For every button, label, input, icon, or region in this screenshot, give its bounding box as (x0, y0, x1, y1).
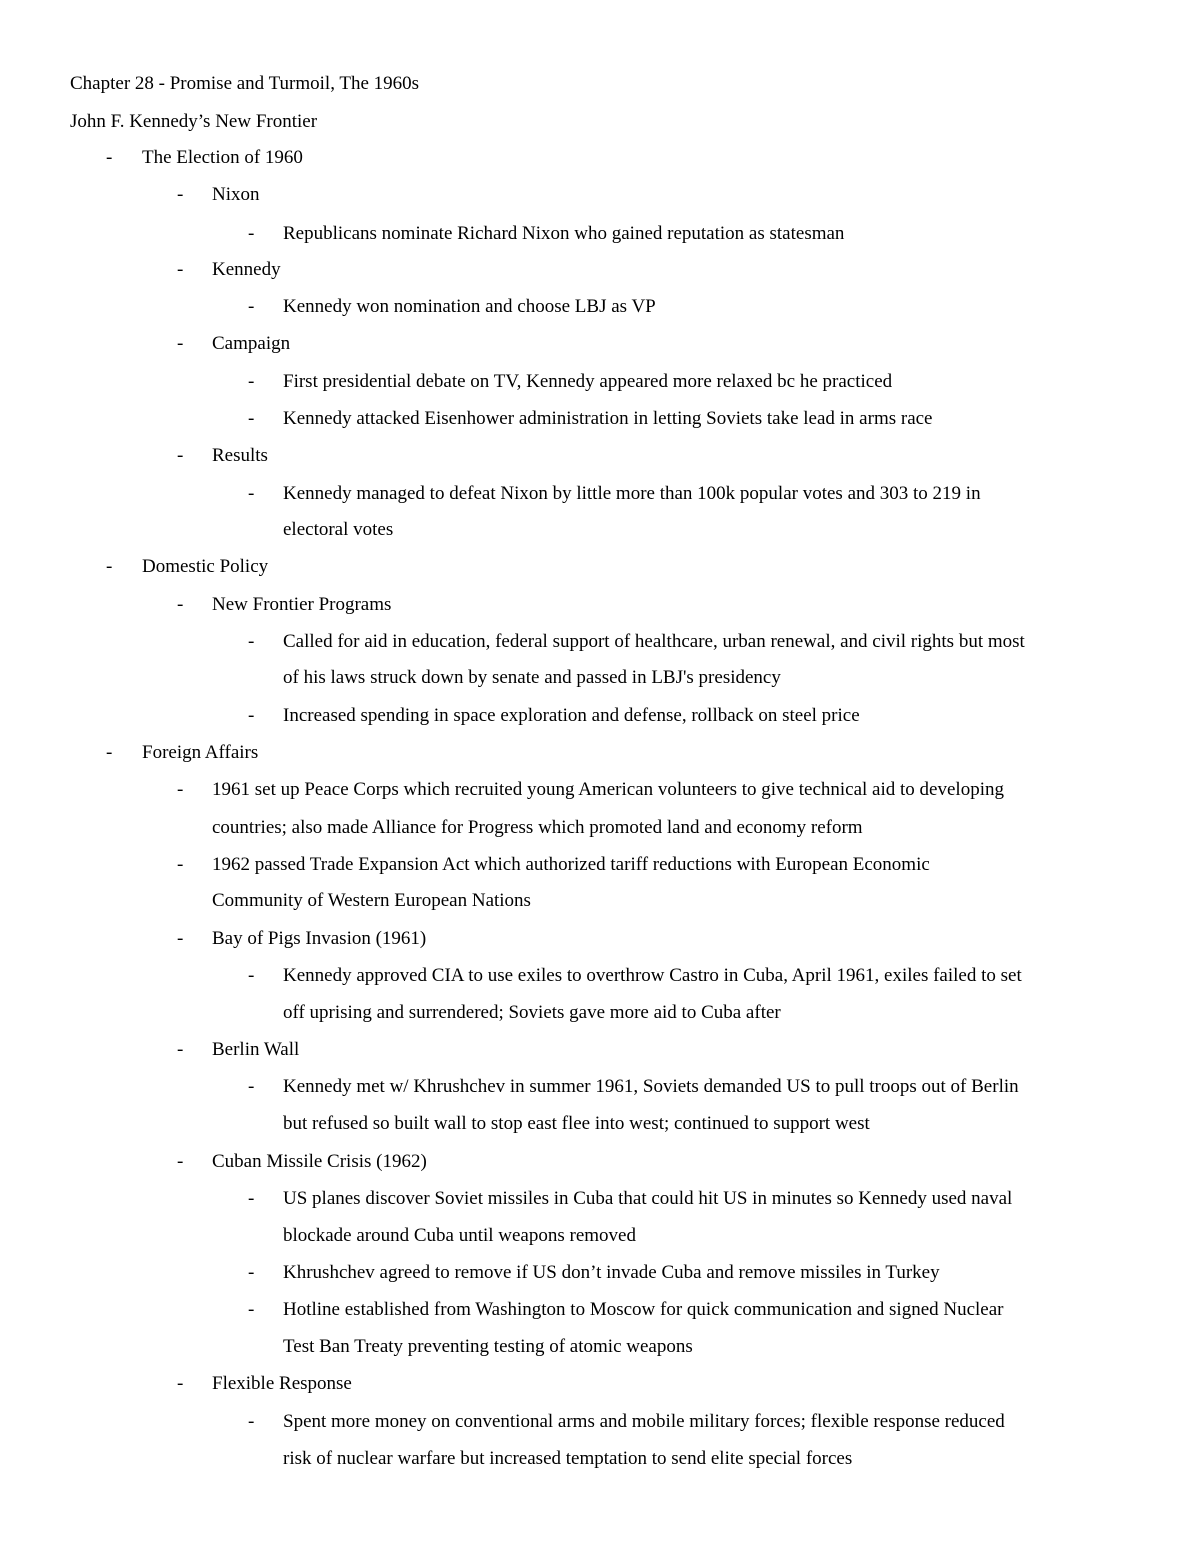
outline-item-level3: Spent more money on conventional arms and mobile military forces; flexible response reduced (283, 1411, 1005, 1432)
bullet-dash: - (177, 333, 184, 354)
outline-item-level3: Kennedy won nomination and choose LBJ as VP (283, 296, 656, 317)
bullet-dash: - (177, 594, 184, 615)
outline-item-level3: Kennedy attacked Eisenhower administration in letting Soviets take lead in arms race (283, 408, 933, 429)
bullet-dash: - (177, 1151, 184, 1172)
bullet-dash: - (248, 296, 255, 317)
bullet-dash: - (248, 705, 255, 726)
outline-item-level3: US planes discover Soviet missiles in Cuba that could hit US in minutes so Kennedy used naval (283, 1188, 1013, 1209)
outline-item-continuation: electoral votes (283, 519, 394, 540)
bullet-dash: - (106, 556, 113, 577)
outline-item-level2: Flexible Response (212, 1373, 352, 1394)
bullet-dash: - (248, 223, 255, 244)
bullet-dash: - (248, 965, 255, 986)
bullet-dash: - (248, 1411, 255, 1432)
outline-item-level3: Kennedy approved CIA to use exiles to overthrow Castro in Cuba, April 1961, exiles failed to set (283, 965, 1022, 986)
bullet-dash: - (248, 371, 255, 392)
outline-item-level2: Results (212, 445, 268, 466)
bullet-dash: - (248, 1262, 255, 1283)
outline-item-level2: Kennedy (212, 259, 281, 280)
outline-item-level2: 1962 passed Trade Expansion Act which authorized tariff reductions with European Economic (212, 854, 930, 875)
bullet-dash: - (177, 259, 184, 280)
outline-item-continuation: Community of Western European Nations (212, 890, 531, 911)
outline-item-level3: Kennedy managed to defeat Nixon by little more than 100k popular votes and 303 to 219 in (283, 483, 981, 504)
bullet-dash: - (248, 408, 255, 429)
bullet-dash: - (177, 779, 184, 800)
outline-item-level2: Bay of Pigs Invasion (1961) (212, 928, 427, 949)
outline-item-level3: Hotline established from Washington to Moscow for quick communication and signed Nuclear (283, 1299, 1004, 1320)
bullet-dash: - (177, 854, 184, 875)
outline-item-continuation: Test Ban Treaty preventing testing of atomic weapons (283, 1336, 693, 1357)
bullet-dash: - (248, 631, 255, 652)
outline-item-level2: Cuban Missile Crisis (1962) (212, 1151, 427, 1172)
bullet-dash: - (248, 1299, 255, 1320)
bullet-dash: - (248, 483, 255, 504)
bullet-dash: - (177, 928, 184, 949)
bullet-dash: - (177, 1373, 184, 1394)
section-heading: John F. Kennedy’s New Frontier (70, 111, 318, 132)
bullet-dash: - (106, 742, 113, 763)
outline-item-level3: First presidential debate on TV, Kennedy appeared more relaxed bc he practiced (283, 371, 893, 392)
outline-item-level3: Kennedy met w/ Khrushchev in summer 1961, Soviets demanded US to pull troops out of Berlin (283, 1076, 1019, 1097)
outline-item-level1: Foreign Affairs (142, 742, 259, 763)
bullet-dash: - (106, 147, 113, 168)
outline-item-level2: Berlin Wall (212, 1039, 300, 1060)
outline-item-level3: Increased spending in space exploration and defense, rollback on steel price (283, 705, 860, 726)
outline-item-level2: Nixon (212, 184, 260, 205)
outline-item-continuation: of his laws struck down by senate and passed in LBJ's presidency (283, 667, 781, 688)
bullet-dash: - (248, 1076, 255, 1097)
outline-item-continuation: off uprising and surrendered; Soviets gave more aid to Cuba after (283, 1002, 781, 1023)
outline-item-level2: New Frontier Programs (212, 594, 392, 615)
outline-item-continuation: risk of nuclear warfare but increased temptation to send elite special forces (283, 1448, 853, 1469)
document-title: Chapter 28 - Promise and Turmoil, The 1960s (70, 73, 420, 94)
outline-item-level3: Khrushchev agreed to remove if US don’t invade Cuba and remove missiles in Turkey (283, 1262, 940, 1283)
outline-item-level2: Campaign (212, 333, 291, 354)
outline-item-level2: 1961 set up Peace Corps which recruited young American volunteers to give technical aid to developing (212, 779, 1004, 800)
outline-item-level1: The Election of 1960 (142, 147, 303, 168)
bullet-dash: - (177, 184, 184, 205)
outline-item-level3: Republicans nominate Richard Nixon who gained reputation as statesman (283, 223, 845, 244)
bullet-dash: - (177, 445, 184, 466)
bullet-dash: - (248, 1188, 255, 1209)
outline-item-continuation: blockade around Cuba until weapons removed (283, 1225, 636, 1246)
outline-item-continuation: but refused so built wall to stop east flee into west; continued to support west (283, 1113, 870, 1134)
outline-item-level3: Called for aid in education, federal support of healthcare, urban renewal, and civil rights but most (283, 631, 1025, 652)
bullet-dash: - (177, 1039, 184, 1060)
outline-item-continuation: countries; also made Alliance for Progress which promoted land and economy reform (212, 817, 863, 838)
outline-item-level1: Domestic Policy (142, 556, 269, 577)
